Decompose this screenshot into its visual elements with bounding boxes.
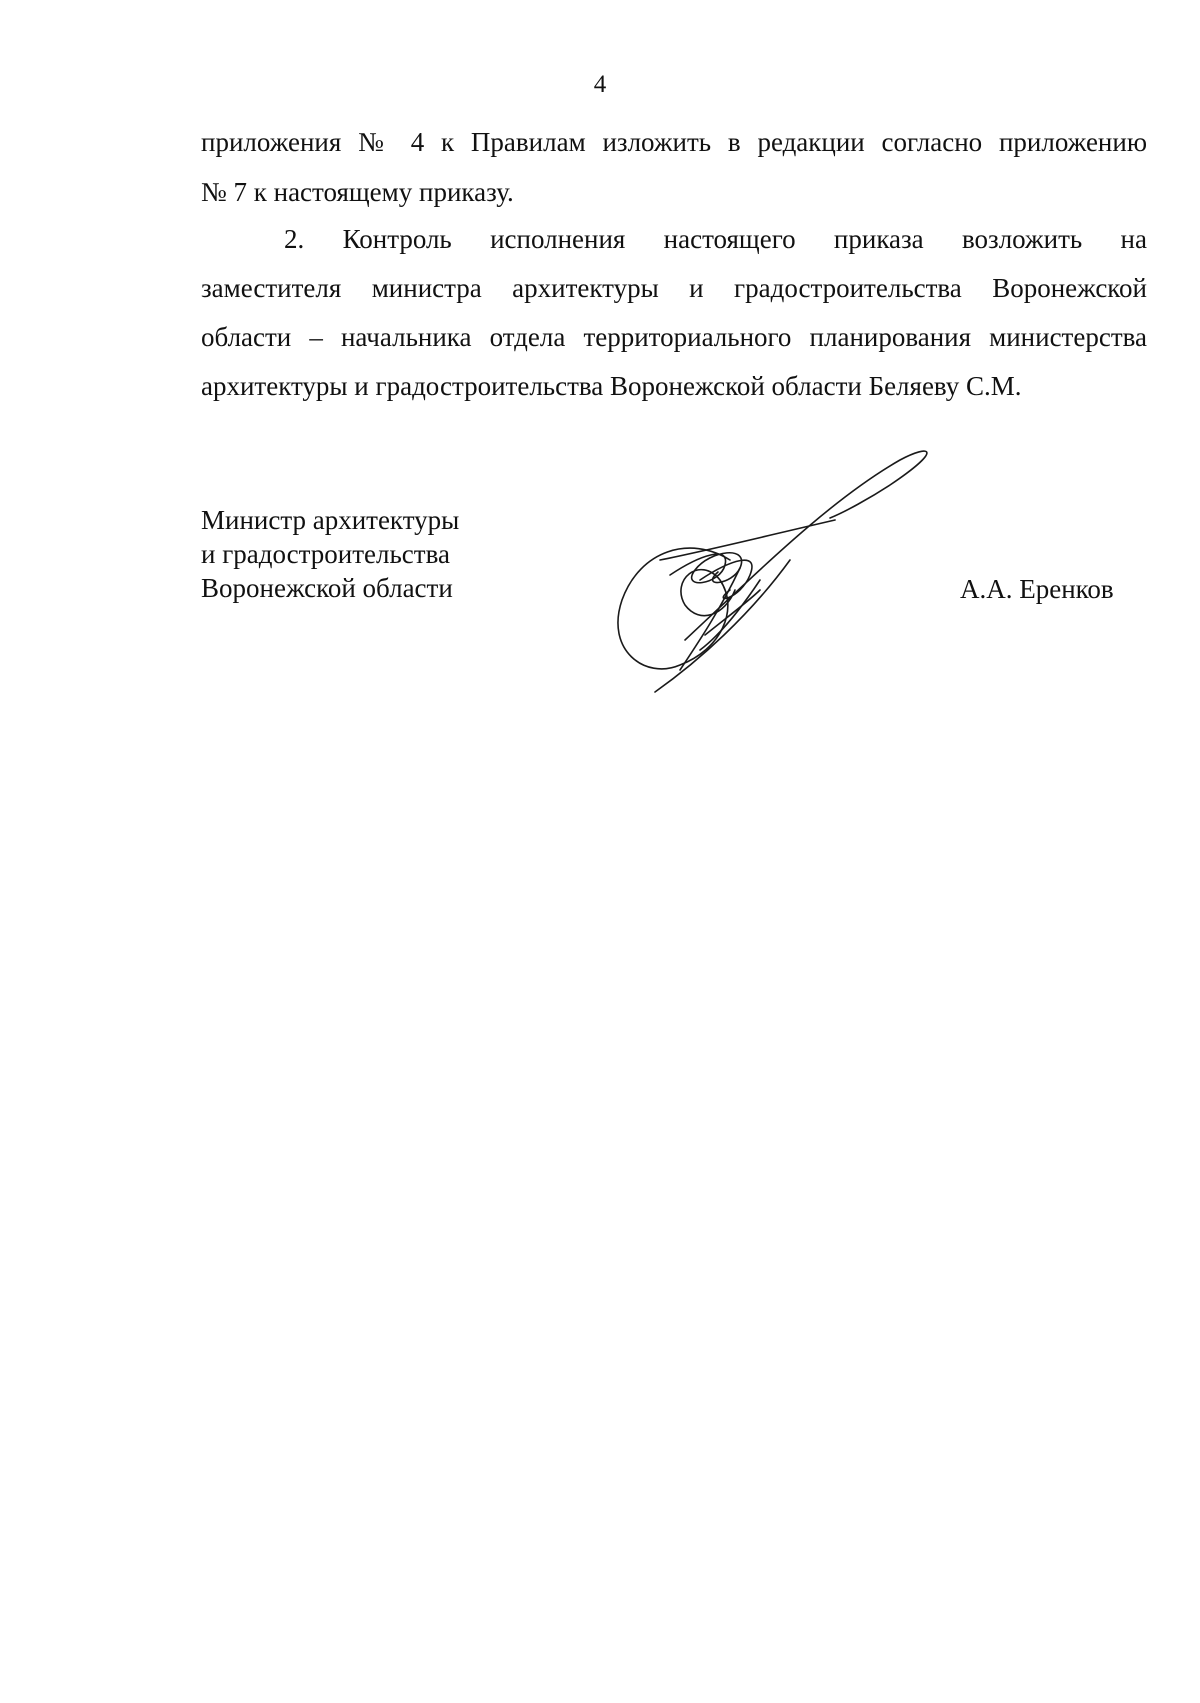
body-line: заместителя министра архитектуры и градостроительства Воронежской: [201, 273, 1147, 303]
body-line: № 7 к настоящему приказу.: [201, 177, 514, 207]
handwritten-signature: [600, 440, 1020, 700]
body-line: 2. Контроль исполнения настоящего приказа возложить на: [284, 224, 1147, 254]
signatory-title-line: Министр архитектуры: [201, 505, 460, 535]
body-line: приложения № 4 к Правилам изложить в редакции согласно приложению: [201, 127, 1147, 157]
signer-name: А.А. Еренков: [960, 574, 1114, 604]
page-number: 4: [593, 71, 607, 98]
signatory-title: [201, 503, 459, 605]
body-line: области – начальника отдела территориального планирования министерства: [201, 322, 1147, 352]
signatory-title-line: Воронежской области: [201, 573, 453, 603]
signatory-title-line: и градостроительства: [201, 539, 450, 569]
body-line: архитектуры и градостроительства Воронежской области Беляеву С.М.: [201, 371, 1022, 401]
